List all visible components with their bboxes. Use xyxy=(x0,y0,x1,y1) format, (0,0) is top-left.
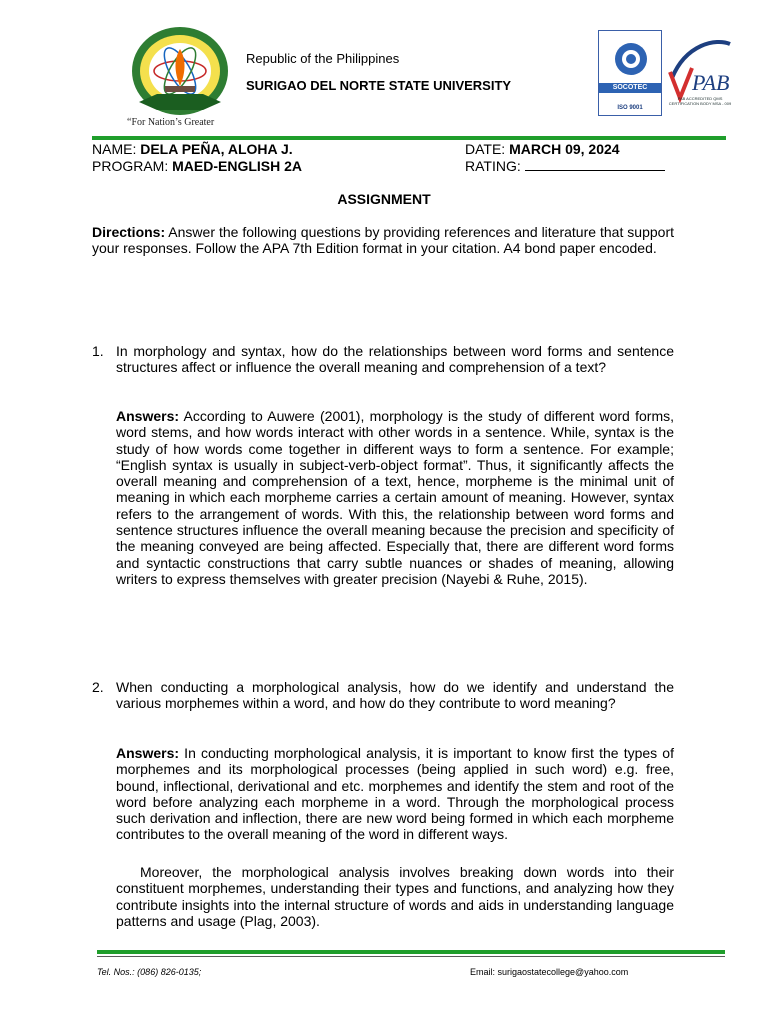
socotec-name: SOCOTEC xyxy=(599,83,661,93)
answer-1-text: According to Auwere (2001), morphology is the study of different word forms, word stems, and how words interact with other words in a sentence. While, syntax is the study of how words come together in different ways to form a sentence. For example; “English syntax is usually in subject-verb-object format”. Thus, it significantly affects the overall meaning and comprehension of a text, hence, morpheme is the minimal unit of meaning in which each morpheme carries a certain amount of meaning. However, syntax refers to the arrangement of words. With this, the relationship between word forms and sentence structures influence the overall meaning because the precision and specificity of the meaning conveyed are being affected. Especially that, there are different word forms and syntactic constructions that carry subtle nuances or shades of meaning, allowing writers to express themselves with greater precision (Nayebi & Ruhe, 2015). xyxy=(116,408,674,587)
footer-email: Email: surigaostatecollege@yahoo.com xyxy=(470,967,629,977)
date-value: MARCH 09, 2024 xyxy=(509,141,620,157)
page-title: ASSIGNMENT xyxy=(337,191,431,207)
directions-label: Directions: xyxy=(92,224,166,240)
university-name: SURIGAO DEL NORTE STATE UNIVERSITY xyxy=(246,78,512,93)
answer-1-paragraph xyxy=(116,408,674,587)
header-divider xyxy=(92,136,726,140)
rating-field xyxy=(465,158,665,175)
date-label: DATE: xyxy=(465,141,510,157)
date-field xyxy=(465,141,620,158)
socotec-iso: ISO 9001 xyxy=(617,105,643,111)
name-label: NAME: xyxy=(92,141,141,157)
name-field xyxy=(92,141,293,158)
question-2-text: When conducting a morphological analysis, how do we identify and understand the various morphemes within a word, and how do they contribute to word meaning? xyxy=(116,679,674,712)
rating-blank-line xyxy=(525,158,665,171)
question-1-number: 1. xyxy=(92,343,104,359)
footer-divider-thin xyxy=(97,956,725,957)
answer-2-label: Answers: xyxy=(116,745,180,761)
socotec-certification-badge xyxy=(598,30,662,116)
university-seal-logo xyxy=(127,24,233,118)
socotec-emblem-icon xyxy=(613,41,649,77)
answer-2-continuation: Moreover, the morphological analysis involves breaking down words into their constituent morphemes, understanding their types and functions, and analyzing how they contribute insights into the internal structure of words and aids in understanding language patterns and usage (Plag, 2003). xyxy=(116,864,674,929)
footer-telephone: Tel. Nos.: (086) 826-0135; xyxy=(97,967,202,977)
directions-paragraph xyxy=(92,224,674,257)
name-value: DELA PEÑA, ALOHA J. xyxy=(140,141,293,157)
pab-name: PAB xyxy=(692,70,730,95)
rating-label: RATING: xyxy=(465,158,521,174)
question-1-text: In morphology and syntax, how do the relationships between word forms and sentence structures affect or influence the overall meaning and comprehension of a text? xyxy=(116,343,674,376)
question-2-number: 2. xyxy=(92,679,104,695)
answer-2-text: In conducting morphological analysis, it is important to know first the types of morphemes and its morphological processes (being applied in such word) e.g. free, bound, inflectional, derivational and etc. morphemes and identify the stem and root of the word before analyzing each morpheme in a word. Through the morphological process such derivation and inflection, there are new word being formed in which each morpheme contributes to the overall meaning of the word in different ways. xyxy=(116,745,674,843)
program-value: MAED-ENGLISH 2A xyxy=(172,158,303,174)
republic-heading: Republic of the Philippines xyxy=(246,51,400,66)
program-label: PROGRAM: xyxy=(92,158,173,174)
answer-1-label: Answers: xyxy=(116,408,180,424)
university-motto: “For Nation’s Greater xyxy=(127,117,215,128)
answer-2-paragraph xyxy=(116,745,674,843)
pab-caption: PAB ACCREDITED QMS CERTIFICATION BODY MSA - 009 xyxy=(668,96,732,106)
footer-divider xyxy=(97,950,725,954)
directions-text: Answer the following questions by providing references and literature that support your responses. Follow the APA 7th Edition format in your citation. A4 bond paper encoded. xyxy=(92,224,674,257)
program-field xyxy=(92,158,302,175)
